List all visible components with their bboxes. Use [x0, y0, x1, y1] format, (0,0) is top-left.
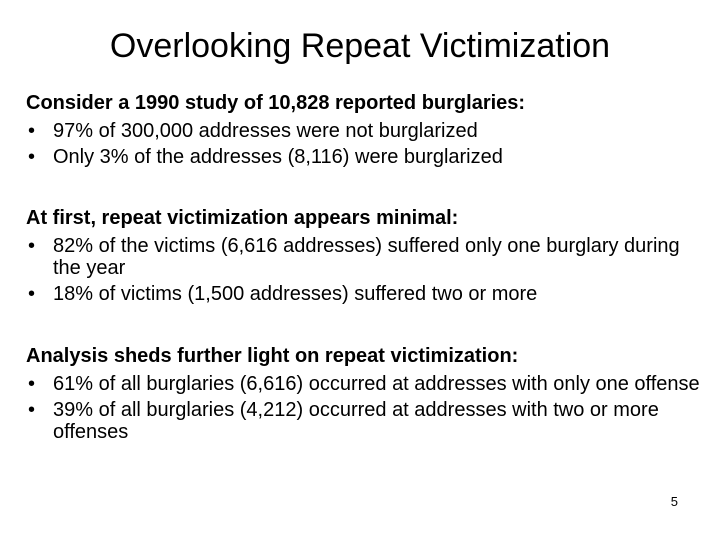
bullet-item — [26, 235, 706, 279]
bullet-item — [26, 146, 706, 168]
bullet-text: 97% of 300,000 addresses were not burglarized — [53, 120, 478, 142]
bullet-item — [26, 283, 706, 305]
bullet-glyph: • — [28, 235, 36, 257]
page-number: 5 — [670, 494, 678, 509]
bullet-text: Only 3% of the addresses (8,116) were burglarized — [53, 146, 503, 168]
bullet-glyph: • — [28, 283, 36, 305]
bullet-glyph: • — [28, 120, 36, 142]
section-heading: At first, repeat victimization appears minimal: — [26, 207, 459, 229]
bullet-text: 61% of all burglaries (6,616) occurred at addresses with only one offense — [53, 373, 700, 395]
bullet-text: 82% of the victims (6,616 addresses) suffered only one burglary during the year — [53, 235, 680, 279]
bullet-list — [26, 235, 706, 305]
bullet-glyph: • — [28, 373, 36, 395]
slide-title: Overlooking Repeat Victimization — [109, 27, 611, 65]
bullet-glyph: • — [28, 146, 36, 168]
section-first-impression — [26, 205, 706, 305]
section-heading: Consider a 1990 study of 10,828 reported burglaries: — [26, 92, 526, 114]
bullet-list — [26, 373, 706, 443]
bullet-item — [26, 373, 706, 395]
bullet-text: 18% of victims (1,500 addresses) suffered two or more — [53, 283, 538, 305]
section-analysis — [26, 343, 706, 443]
section-study — [26, 90, 706, 168]
bullet-item — [26, 120, 706, 142]
bullet-glyph: • — [28, 399, 36, 421]
section-heading: Analysis sheds further light on repeat victimization: — [26, 345, 519, 367]
bullet-text: 39% of all burglaries (4,212) occurred at addresses with two or more offenses — [53, 399, 659, 443]
bullet-item — [26, 399, 706, 443]
bullet-list — [26, 120, 706, 168]
